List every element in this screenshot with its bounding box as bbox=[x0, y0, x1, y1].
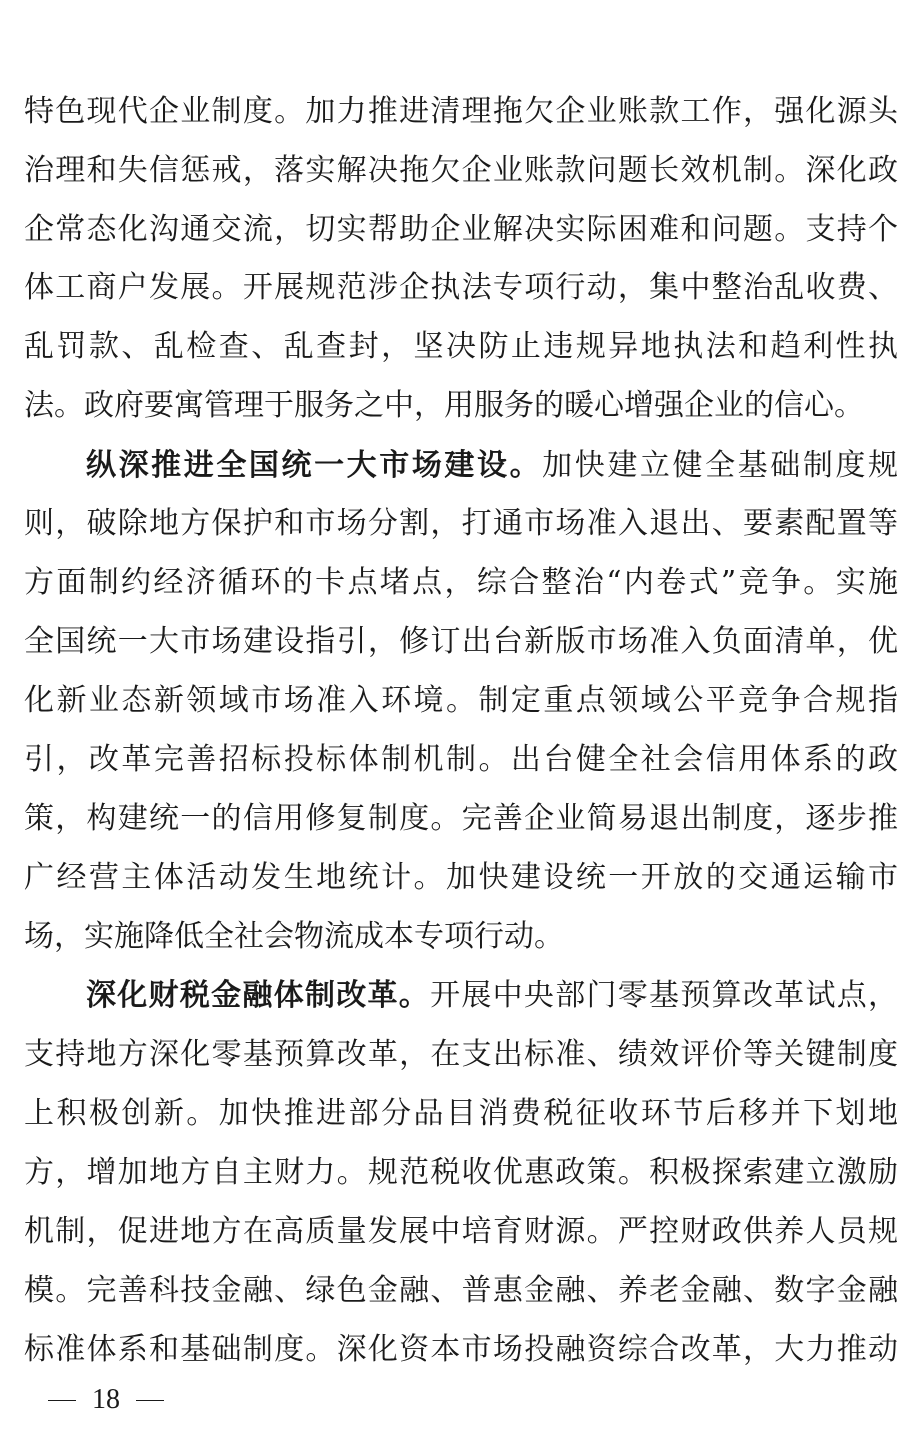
page-footer bbox=[48, 1380, 164, 1420]
body-line: 特色现代企业制度。加力推进清理拖欠企业账款工作，强化源头 bbox=[24, 94, 898, 129]
body-line: 体工商户发展。开展规范涉企执法专项行动，集中整治乱收费、 bbox=[24, 270, 898, 305]
footer-dash-left bbox=[48, 1400, 76, 1401]
body-line: 策，构建统一的信用修复制度。完善企业简易退出制度，逐步推 bbox=[24, 801, 898, 836]
body-line: 乱罚款、乱检查、乱查封，坚决防止违规异地执法和趋利性执 bbox=[24, 329, 898, 364]
body-line: 场，实施降低全社会物流成本专项行动。 bbox=[24, 919, 564, 954]
paragraph-first-line bbox=[86, 446, 898, 486]
body-line: 企常态化沟通交流，切实帮助企业解决实际困难和问题。支持个 bbox=[24, 212, 898, 247]
body-line: 治理和失信惩戒，落实解决拖欠企业账款问题长效机制。深化政 bbox=[24, 153, 898, 188]
body-line: 方，增加地方自主财力。规范税收优惠政策。积极探索建立激励 bbox=[24, 1155, 898, 1190]
paragraph-text: 加快建立健全基础制度规 bbox=[542, 448, 899, 483]
body-line: 则，破除地方保护和市场分割，打通市场准入退出、要素配置等 bbox=[24, 506, 898, 541]
body-line: 引，改革完善招标投标体制机制。出台健全社会信用体系的政 bbox=[24, 742, 898, 777]
section-heading: 纵深推进全国统一大市场建设。 bbox=[86, 448, 543, 483]
body-line: 化新业态新领域市场准入环境。制定重点领域公平竞争合规指 bbox=[24, 683, 898, 718]
paragraph-text: 开展中央部门零基预算改革试点， bbox=[430, 978, 899, 1013]
body-line: 支持地方深化零基预算改革，在支出标准、绩效评价等关键制度 bbox=[24, 1037, 898, 1072]
body-line: 机制，促进地方在高质量发展中培育财源。严控财政供养人员规 bbox=[24, 1214, 898, 1249]
body-line: 上积极创新。加快推进部分品目消费税征收环节后移并下划地 bbox=[24, 1096, 898, 1131]
footer-dash-right bbox=[136, 1400, 164, 1401]
section-heading: 深化财税金融体制改革。 bbox=[86, 978, 431, 1013]
body-line: 法。政府要寓管理于服务之中，用服务的暖心增强企业的信心。 bbox=[24, 388, 864, 423]
body-line: 全国统一大市场建设指引，修订出台新版市场准入负面清单，优 bbox=[24, 624, 898, 659]
body-line: 标准体系和基础制度。深化资本市场投融资综合改革，大力推动 bbox=[24, 1332, 898, 1367]
body-line: 方面制约经济循环的卡点堵点，综合整治“内卷式”竞争。实施 bbox=[24, 565, 898, 600]
body-line: 模。完善科技金融、绿色金融、普惠金融、养老金融、数字金融 bbox=[24, 1273, 898, 1308]
body-line: 广经营主体活动发生地统计。加快建设统一开放的交通运输市 bbox=[24, 860, 898, 895]
paragraph-first-line bbox=[86, 976, 898, 1016]
page-number: 18 bbox=[92, 1384, 120, 1415]
